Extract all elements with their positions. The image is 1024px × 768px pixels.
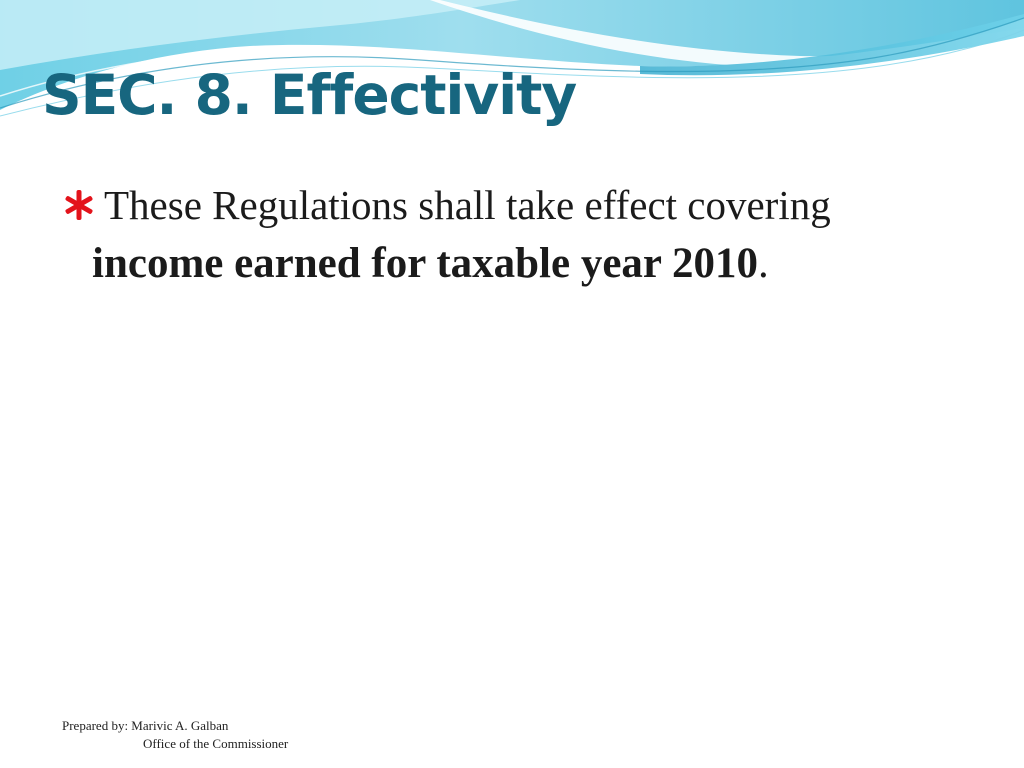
footer-office: Office of the Commissioner <box>143 736 289 751</box>
bullet-end-punctuation: . <box>757 240 769 287</box>
footer-credit <box>62 717 288 753</box>
bullet-text-line: These Regulations shall take effect covering <box>104 182 831 228</box>
bullet-emphasis-line <box>92 238 769 290</box>
bullet-bold-text: income earned for taxable year 2010 <box>92 240 758 287</box>
asterisk-bullet-icon <box>62 188 96 222</box>
slide-title: SEC. 8. Effectivity <box>42 63 577 127</box>
footer-prepared-by: Prepared by: Marivic A. Galban <box>62 718 229 733</box>
